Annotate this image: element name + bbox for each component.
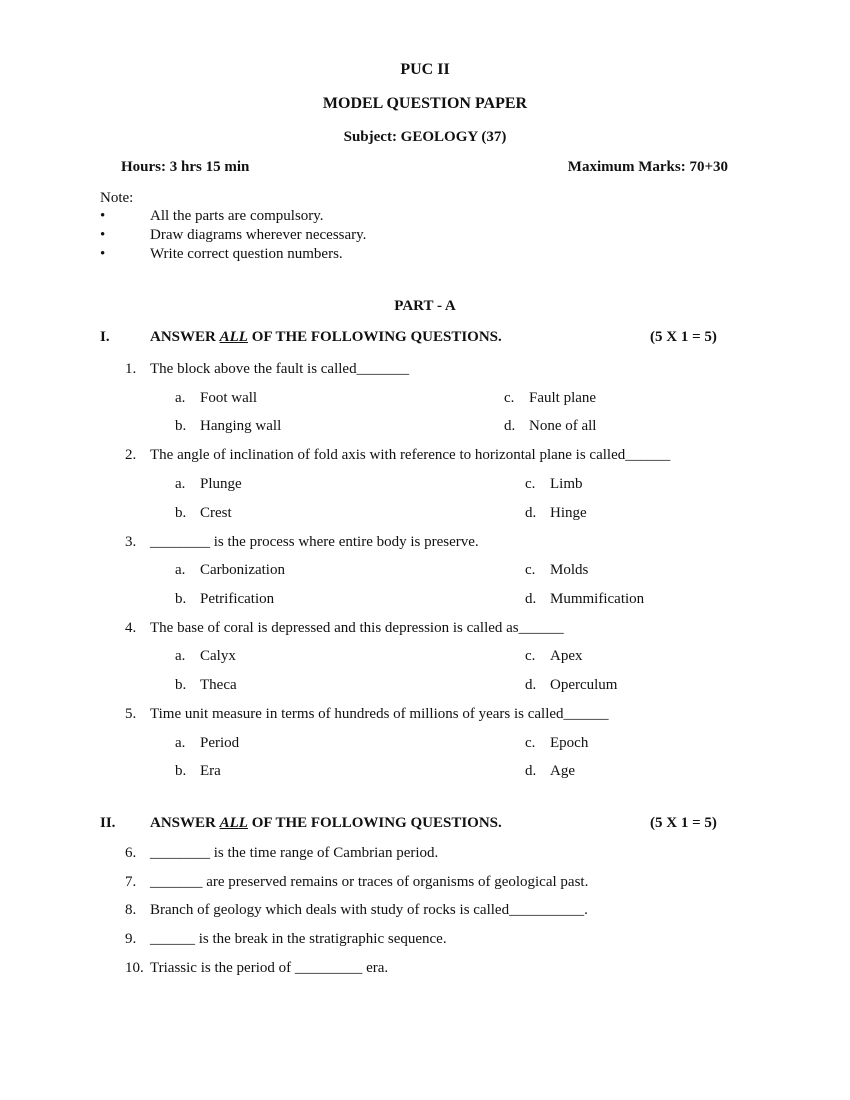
option-key: d.: [525, 591, 537, 607]
option-key: a.: [175, 735, 186, 751]
option-text: Plunge: [200, 476, 242, 492]
bullet-icon: •: [100, 227, 106, 243]
option-text: Foot wall: [200, 390, 258, 406]
option-key: a.: [175, 648, 186, 664]
question-text: Branch of geology which deals with study of rocks is called__________.: [150, 902, 588, 918]
option-key: d.: [525, 505, 537, 521]
option-text: Calyx: [200, 648, 236, 664]
bullet-icon: •: [100, 208, 106, 224]
option-key: c.: [525, 648, 536, 664]
option-key: a.: [175, 476, 186, 492]
option-text: Fault plane: [529, 390, 597, 406]
question-text: Triassic is the period of _________ era.: [150, 960, 389, 976]
question-number: 5.: [125, 706, 137, 722]
question-text: Time unit measure in terms of hundreds of millions of years is called______: [150, 706, 609, 722]
section-marks: (5 X 1 = 5): [650, 815, 717, 831]
question-text: ______ is the break in the stratigraphic sequence.: [150, 931, 447, 947]
option-key: d.: [525, 677, 537, 693]
option-text: Operculum: [550, 677, 618, 693]
question-text: ________ is the process where entire body is preserve.: [150, 534, 479, 550]
question-text: The block above the fault is called_______: [150, 361, 410, 377]
option-text: Carbonization: [200, 562, 285, 578]
question-number: 3.: [125, 534, 137, 550]
option-text: Petrification: [200, 591, 275, 607]
option-key: c.: [525, 735, 536, 751]
option-text: Era: [200, 763, 221, 779]
emphasis-all: ALL: [219, 815, 248, 831]
note-item: Draw diagrams wherever necessary.: [150, 227, 367, 243]
option-key: b.: [175, 505, 187, 521]
option-key: b.: [175, 418, 187, 434]
option-text: Period: [200, 735, 240, 751]
subject-line: Subject: GEOLOGY (37): [343, 129, 507, 145]
section-marks: (5 X 1 = 5): [650, 329, 717, 345]
question-text: The base of coral is depressed and this depression is called as______: [150, 620, 564, 636]
part-a-title: PART - A: [394, 298, 456, 314]
note-item: All the parts are compulsory.: [150, 208, 324, 224]
question-number: 1.: [125, 361, 137, 377]
option-text: Age: [550, 763, 575, 779]
option-key: c.: [525, 562, 536, 578]
option-key: d.: [504, 418, 516, 434]
question-number: 10.: [125, 960, 144, 976]
course-title: PUC II: [400, 61, 450, 78]
option-text: Apex: [550, 648, 583, 664]
option-key: b.: [175, 591, 187, 607]
bullet-icon: •: [100, 246, 106, 262]
question-number: 2.: [125, 447, 137, 463]
option-text: Molds: [550, 562, 589, 578]
option-key: c.: [504, 390, 515, 406]
question-number: 6.: [125, 845, 137, 861]
option-text: Hinge: [550, 505, 587, 521]
option-key: b.: [175, 763, 187, 779]
note-item: Write correct question numbers.: [150, 246, 343, 262]
question-text: ________ is the time range of Cambrian period.: [150, 845, 439, 861]
question-number: 7.: [125, 874, 137, 890]
section-heading: ANSWER ALL OF THE FOLLOWING QUESTIONS.: [150, 329, 502, 345]
note-label: Note:: [100, 190, 134, 206]
question-text: The angle of inclination of fold axis with reference to horizontal plane is called______: [150, 447, 671, 463]
option-key: a.: [175, 562, 186, 578]
section-numeral: I.: [100, 329, 110, 345]
max-marks-label: Maximum Marks: 70+30: [567, 159, 728, 175]
option-key: c.: [525, 476, 536, 492]
question-number: 9.: [125, 931, 137, 947]
option-text: Epoch: [550, 735, 589, 751]
option-text: Hanging wall: [200, 418, 282, 434]
emphasis-all: ALL: [219, 329, 248, 345]
option-text: None of all: [529, 418, 597, 434]
option-text: Crest: [200, 505, 232, 521]
option-text: Limb: [550, 476, 583, 492]
option-text: Theca: [200, 677, 237, 693]
option-text: Mummification: [550, 591, 645, 607]
section-numeral: II.: [100, 815, 116, 831]
section-heading: ANSWER ALL OF THE FOLLOWING QUESTIONS.: [150, 815, 502, 831]
question-number: 4.: [125, 620, 137, 636]
question-text: _______ are preserved remains or traces of organisms of geological past.: [150, 874, 589, 890]
paper-title: MODEL QUESTION PAPER: [322, 95, 528, 112]
option-key: b.: [175, 677, 187, 693]
option-key: d.: [525, 763, 537, 779]
option-key: a.: [175, 390, 186, 406]
hours-label: Hours: 3 hrs 15 min: [121, 159, 250, 175]
question-number: 8.: [125, 902, 137, 918]
